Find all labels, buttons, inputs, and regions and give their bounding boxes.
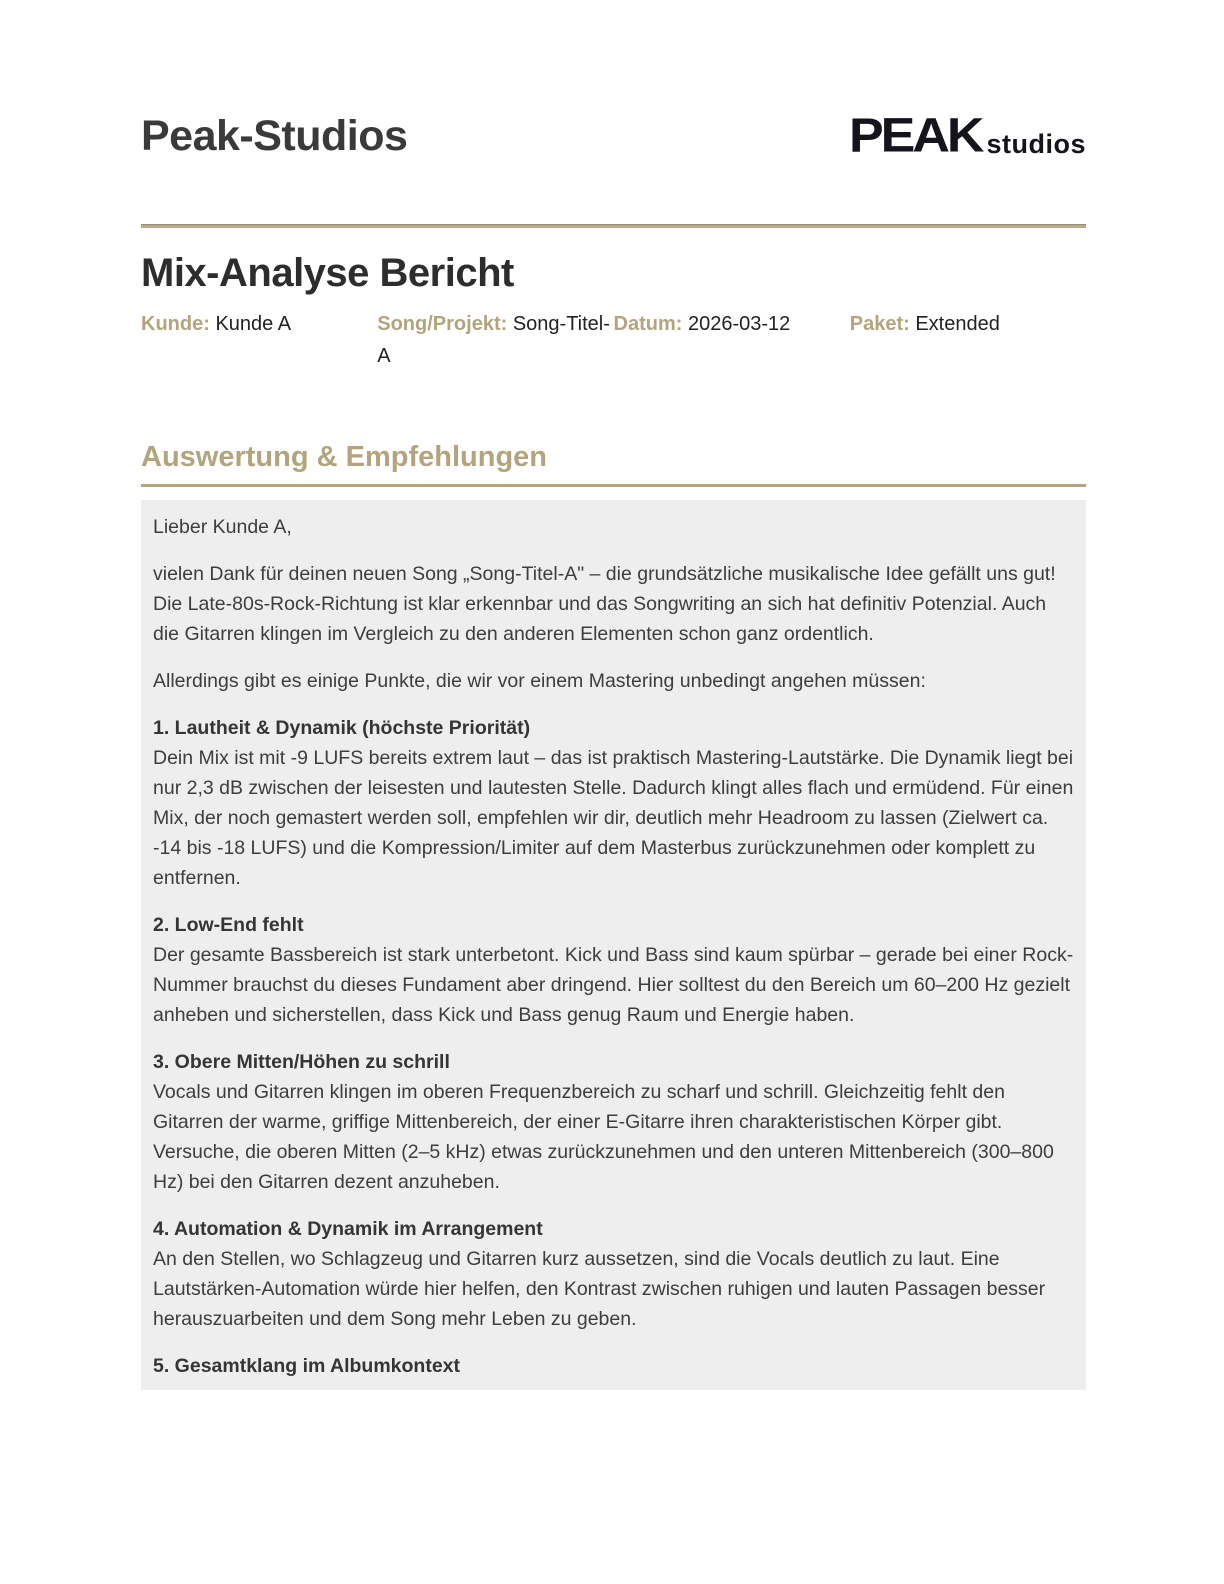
logo-studios-text: studios <box>986 129 1086 159</box>
point-5 <box>153 1351 1074 1381</box>
meta-value-kunde: Kunde A <box>215 313 292 335</box>
intro-paragraph: vielen Dank für deinen neuen Song „Song-Titel-A" – die grundsätzliche musikalische Idee gefällt uns gut! Die Late-80s-Rock-Richtung ist klar erkennbar und das Songwriting an sich hat definitiv Potenzial. Auch die Gitarren klingen im Vergleich zu den anderen Elementen schon ganz ordentlich. <box>153 562 1056 645</box>
meta-label-datum: Datum: <box>613 313 683 335</box>
meta-value-paket: Extended <box>915 313 1000 335</box>
point-3-body: Vocals und Gitarren klingen im oberen Frequenzbereich zu scharf und schrill. Gleichzeitig fehlt den Gitarren der warme, griffige Mittenbereich, der einer E-Gitarre ihren charakteristischen Körper gibt. Versuche, die oberen Mitten (2–5 kHz) etwas zurückzunehmen und den unteren Mittenbereich (300–800 Hz) bei den Gitarren dezent anzuheben. <box>153 1080 1054 1193</box>
point-4-title: 4. Automation & Dynamik im Arrangement <box>153 1217 543 1240</box>
meta-label-paket: Paket: <box>849 313 910 335</box>
header-divider <box>141 224 1086 228</box>
greeting-paragraph: Lieber Kunde A, <box>153 515 292 538</box>
point-1-title: 1. Lautheit & Dynamik (höchste Priorität) <box>153 716 531 739</box>
meta-value-datum: 2026-03-12 <box>687 313 791 335</box>
meta-item-song-projekt <box>377 308 613 372</box>
point-1 <box>153 713 1074 893</box>
peak-studios-logo <box>849 110 1086 162</box>
logo-peak-text: PEAK <box>849 109 982 163</box>
meta-item-datum <box>614 308 850 372</box>
point-4-body: An den Stellen, wo Schlagzeug und Gitarren kurz aussetzen, sind die Vocals deutlich zu laut. Eine Lautstärken-Automation würde hier helfen, den Kontrast zwischen ruhigen und lauten Passagen besser herauszuarbeiten und dem Song mehr Leben zu geben. <box>153 1247 1046 1330</box>
point-3 <box>153 1047 1074 1197</box>
point-2-title: 2. Low-End fehlt <box>153 913 304 936</box>
point-3-title: 3. Obere Mitten/Höhen zu schrill <box>153 1050 450 1073</box>
transition-paragraph: Allerdings gibt es einige Punkte, die wir vor einem Mastering unbedingt angehen müssen: <box>153 669 926 692</box>
analysis-box <box>141 500 1086 1390</box>
brand-title: Peak-Studios <box>141 111 408 160</box>
point-2-body: Der gesamte Bassbereich ist stark unterbetont. Kick und Bass sind kaum spürbar – gerade bei einer Rock-Nummer brauchst du dieses Fundament aber dringend. Hier solltest du den Bereich um 60–200 Hz gezielt anheben und sicherstellen, dass Kick und Bass genug Raum und Energie haben. <box>153 943 1074 1026</box>
meta-label-kunde: Kunde: <box>141 313 210 335</box>
section-heading: Auswertung & Empfehlungen <box>141 440 1086 487</box>
meta-item-kunde <box>141 308 377 372</box>
meta-item-paket <box>850 308 1086 372</box>
point-1-body: Dein Mix ist mit -9 LUFS bereits extrem laut – das ist praktisch Mastering-Lautstärke. Die Dynamik liegt bei nur 2,3 dB zwischen der leisesten und lautesten Stelle. Dadurch klingt alles flach und ermüdend. Für einen Mix, der noch gemastert werden soll, empfehlen wir dir, deutlich mehr Headroom zu lassen (Zielwert ca. -14 bis -18 LUFS) und die Kompression/Limiter auf dem Masterbus zurückzunehmen oder komplett zu entfernen. <box>153 746 1074 889</box>
report-title: Mix-Analyse Bericht <box>141 251 514 295</box>
point-4 <box>153 1214 1074 1334</box>
page-header <box>141 110 1086 162</box>
point-5-title: 5. Gesamtklang im Albumkontext <box>153 1354 461 1377</box>
report-meta <box>141 308 1086 372</box>
meta-value-song-projekt: Song-Titel-A <box>377 313 610 367</box>
point-2 <box>153 910 1074 1030</box>
meta-label-song-projekt: Song/Projekt: <box>377 313 508 335</box>
